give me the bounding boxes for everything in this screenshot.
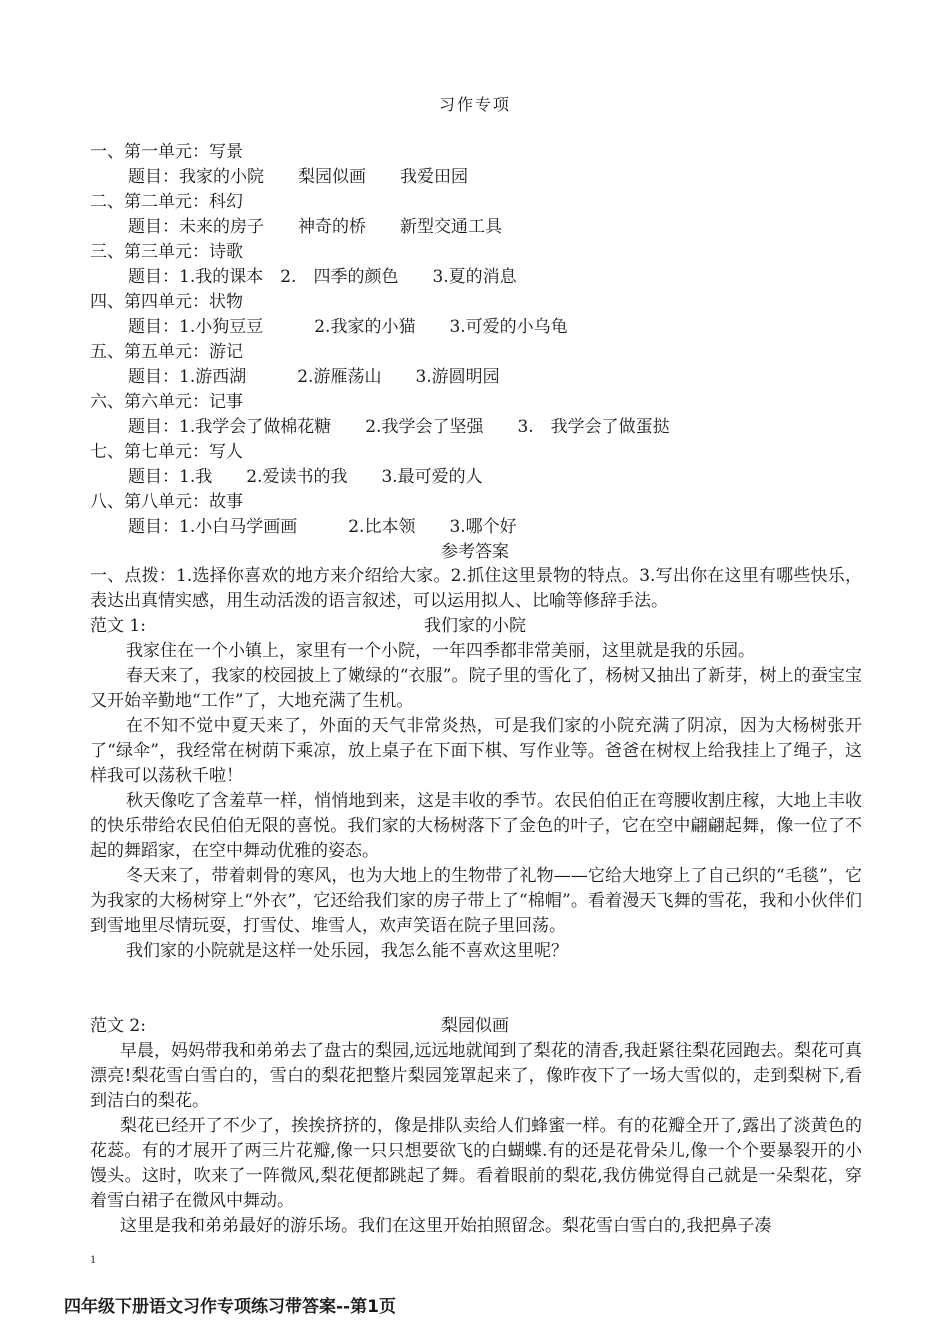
essay-1-paragraph: 在不知不觉中夏天来了，外面的天气非常炎热，可是我们家的小院充满了阴凉，因为大杨树张开了“绿伞”，我经常在树荫下乘凉，放上桌子在下面下棋、写作业等。爸爸在树杈上给我挂上了绳子，这样我可以荡秋千啦！ <box>90 716 862 786</box>
essay-1-title: 我们家的小院 <box>424 616 526 636</box>
unit-5-heading: 五、第五单元：游记 <box>90 342 243 362</box>
essay-1-paragraph: 我们家的小院就是这样一处乐园，我怎么能不喜欢这里呢？ <box>126 941 568 961</box>
essay-1-paragraph: 我家住在一个小镇上，家里有一个小院，一年四季都非常美丽，这里就是我的乐园。 <box>126 641 755 661</box>
unit-2-topics: 题目：未来的房子 神奇的桥 新型交通工具 <box>128 217 502 237</box>
page-footer: 四年级下册语文习作专项练习带答案--第1页 <box>64 1297 396 1317</box>
unit-7-heading: 七、第七单元：写人 <box>90 442 243 462</box>
unit-1-topics: 题目：我家的小院 梨园似画 我爱田园 <box>128 167 468 187</box>
essay-2-title: 梨园似画 <box>441 1016 509 1036</box>
writing-hint: 一、点拨：1.选择你喜欢的地方来介绍给大家。2.抓住这里景物的特点。3.写出你在这里有哪些快乐，表达出真情实感，用生动活泼的语言叙述，可以运用拟人、比喻等修辞手法。 <box>90 566 862 611</box>
essay-1-paragraph: 秋天像吃了含羞草一样，悄悄地到来，这是丰收的季节。农民伯伯正在弯腰收割庄稼，大地上丰收的快乐带给农民伯伯无限的喜悦。我们家的大杨树落下了金色的叶子，它在空中翩翩起舞，像一位了不起的舞蹈家，在空中舞动优雅的姿态。 <box>90 791 862 861</box>
unit-3-topics: 题目：1.我的课本 2. 四季的颜色 3.夏的消息 <box>128 267 517 287</box>
essay-1-paragraph: 春天来了，我家的校园披上了嫩绿的“衣服”。院子里的雪化了，杨树又抽出了新芽，树上的蚕宝宝又开始辛勤地“工作”了，大地充满了生机。 <box>90 666 862 711</box>
essay-1-label: 范文 1: <box>90 616 146 636</box>
unit-5-topics: 题目：1.游西湖 2.游雁荡山 3.游圆明园 <box>128 367 500 387</box>
unit-8-heading: 八、第八单元：故事 <box>90 492 243 512</box>
essay-1-paragraph: 冬天来了，带着刺骨的寒风，也为大地上的生物带了礼物——它给大地穿上了自己织的“毛毯”，它为我家的大杨树穿上“外衣”，它还给我们家的房子带上了“棉帽”。看着漫天飞舞的雪花，我和小伙伴们到雪地里尽情玩耍，打雪仗、堆雪人，欢声笑语在院子里回荡。 <box>90 866 862 936</box>
unit-4-heading: 四、第四单元：状物 <box>90 292 243 312</box>
unit-6-heading: 六、第六单元：记事 <box>90 392 243 412</box>
essay-2-paragraph: 梨花已经开了不少了，挨挨挤挤的，像是排队卖给人们蜂蜜一样。有的花瓣全开了,露出了淡黄色的花蕊。有的才展开了两三片花瓣,像一只只想要欲飞的白蝴蝶.有的还是花骨朵儿,像一个个要暴裂开的小馒头。这时，吹来了一阵微风,梨花便都跳起了舞。看着眼前的梨花,我仿佛觉得自己就是一朵梨花，穿着雪白裙子在微风中舞动。 <box>90 1116 862 1211</box>
page-number: 1 <box>90 1252 96 1266</box>
page-title: 习作专项 <box>438 95 511 114</box>
unit-3-heading: 三、第三单元：诗歌 <box>90 242 243 262</box>
answers-heading: 参考答案 <box>441 542 509 562</box>
unit-1-heading: 一、第一单元：写景 <box>90 142 243 162</box>
unit-2-heading: 二、第二单元：科幻 <box>90 192 243 212</box>
unit-8-topics: 题目：1.小白马学画画 2.比本领 3.哪个好 <box>128 517 517 537</box>
unit-4-topics: 题目：1.小狗豆豆 2.我家的小猫 3.可爱的小乌龟 <box>128 317 568 337</box>
unit-6-topics: 题目：1.我学会了做棉花糖 2.我学会了坚强 3. 我学会了做蛋挞 <box>128 417 670 437</box>
essay-2-label: 范文 2: <box>90 1016 146 1036</box>
essay-2-paragraph: 早晨，妈妈带我和弟弟去了盘古的梨园,远远地就闻到了梨花的清香,我赶紧往梨花园跑去。梨花可真漂亮!梨花雪白雪白的，雪白的梨花把整片梨园笼罩起来了，像昨夜下了一场大雪似的，走到梨树下,看到洁白的梨花。 <box>90 1041 862 1111</box>
unit-7-topics: 题目：1.我 2.爱读书的我 3.最可爱的人 <box>128 467 483 487</box>
essay-2-paragraph: 这里是我和弟弟最好的游乐场。我们在这里开始拍照留念。梨花雪白雪白的,我把鼻子凑 <box>120 1216 772 1236</box>
